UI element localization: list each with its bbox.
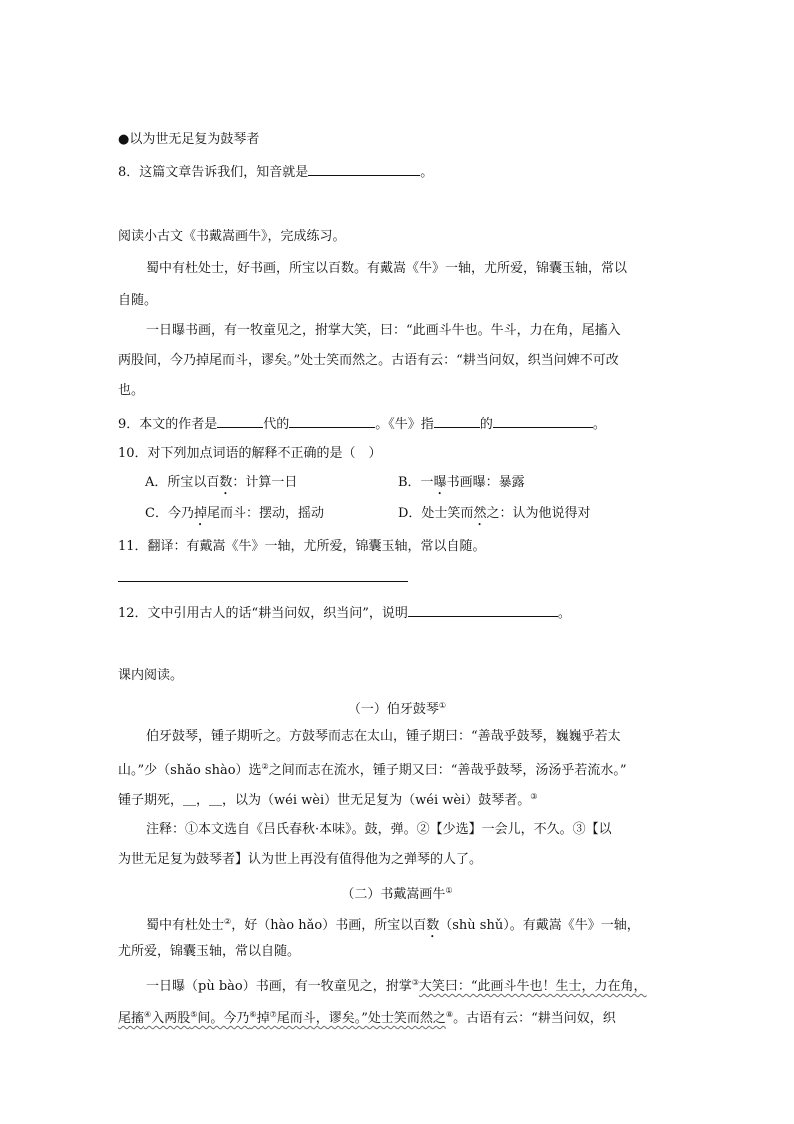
question-11: 11．翻译：有戴嵩《牛》一轴，尤所爱，锦囊玉轴，常以自随。 [118,539,486,554]
footnote: 注释：①本文选自《吕氏春秋·本味》。鼓，弹。②【少选】一会儿，不久。③【以 [146,822,612,837]
passage-line: 伯牙鼓琴，锺子期听之。方鼓琴而志在太山，锺子期曰：“善哉乎鼓琴，巍巍乎若太 [146,729,621,744]
answer-blank[interactable] [408,603,558,617]
passage-line: 尾搐④入两股⑤间。今乃⑥掉⑦尾而斗，谬矣。”处士笑而然之⑧。古语有云：“耕当问奴，织 [118,1010,616,1026]
passage-line: 一日曝（pù bào）书画，有一牧童见之，拊掌③大笑曰：“此画斗牛也！生士，力在角， [146,978,647,994]
passage-line: 也。 [118,383,145,398]
reading-intro: 课内阅读。 [118,668,184,683]
question-8: 8．这篇文章告诉我们，知音就是 。 [118,162,433,182]
list-item: ●以为世无足复为鼓琴者 [118,132,260,147]
option-a[interactable]: A．所宝以百数：计算一日 [145,475,298,490]
answer-blank[interactable] [308,162,420,176]
question-9: 9．本文的作者是 代的 。《牛》指 的 。 [118,414,606,434]
answer-line[interactable] [118,581,408,582]
question-10: 10．对下列加点词语的解释不正确的是（ ） [118,446,382,461]
passage-line: 自随。 [118,293,158,308]
answer-blank[interactable] [434,414,480,428]
fill-blank[interactable]: ＿，＿ [183,793,223,808]
passage-line: 两股间，今乃掉尾而斗，谬矣。”处士笑而然之。古语有云：“耕当问奴，织当问婢不可改 [118,353,619,368]
passage-line: 蜀中有杜处士，好书画，所宝以百数。有戴嵩《牛》一轴，尤所爱，锦囊玉轴，常以 [146,261,628,276]
option-b[interactable]: B．一曝书画曝：暴露 [398,475,525,490]
footnote: 为世无足复为鼓琴者】认为世上再没有值得他为之弹琴的人了。 [118,852,483,867]
answer-blank[interactable] [289,414,375,428]
section-title: （二）书戴嵩画牛① [341,886,453,902]
answer-blank[interactable] [217,414,263,428]
reading-intro: 阅读小古文《书戴嵩画牛》，完成练习。 [118,229,346,244]
passage-line: 锺子期死，＿，＿，以为（wéi wèi）世无足复为（wéi wèi）鼓琴者。③ [118,792,538,808]
passage-line: 一日曝书画，有一牧童见之，拊掌大笑，曰：“此画斗牛也。牛斗，力在角，尾搐入 [146,323,621,338]
question-12: 12．文中引用古人的话“耕当问奴，织当问”，说明 。 [118,603,571,623]
option-c[interactable]: C．今乃掉尾而斗：摆动，摇动 [145,506,324,521]
passage-line: 山。”少（shǎo shào）选②之间而志在流水，锺子期又曰：“善哉乎鼓琴，汤汤乎若流水。” [118,762,627,778]
option-d[interactable]: D．处士笑而然之：认为他说得对 [398,506,591,521]
passage-line: 尤所爱，锦囊玉轴，常以自随。 [118,944,301,959]
answer-blank[interactable] [493,414,593,428]
section-title: （一）伯牙鼓琴① [347,701,447,717]
passage-line: 蜀中有杜处士②，好（hào hǎo）书画，所宝以百数（shù shǔ）。有戴嵩《牛》一轴， [146,917,640,933]
